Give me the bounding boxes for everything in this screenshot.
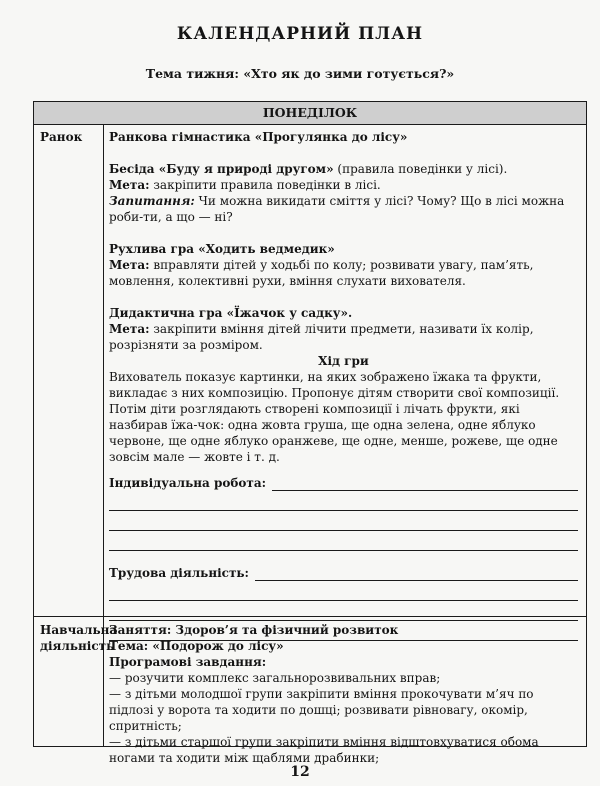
game-title: Рухлива гра «Ходить ведмедик» — [109, 242, 335, 256]
exercise-title: Ранкова гімнастика «Прогулянка до лісу» — [109, 130, 408, 144]
page-number: 12 — [290, 764, 310, 780]
blank-line — [109, 581, 578, 601]
game-goal-text: вправляти дітей у ходьбі по колу; розвивати увагу, пам’ять, мовлення, колективні рухи, вміння слухати вихователя. — [109, 258, 534, 288]
talk-goal — [109, 177, 578, 193]
lesson-topic: Тема: «Подорож до лісу» — [109, 639, 284, 653]
page-title: КАЛЕНДАРНИЙ ПЛАН — [176, 24, 424, 44]
game-goal-label: Мета: — [109, 258, 150, 272]
talk-goal-label: Мета: — [109, 178, 150, 192]
progress-paragraph-2: Потім діти розглядають створені композиції і лічать фрукти, які назбирав їжа-чок: одна жовта груша, ще одна зелена, одне яблуко червоне, ще одне яблуко оранжеве, ще одне, менше, рожеве, ще одне зовсім мале — жовте і т. д. — [109, 402, 558, 464]
day-header: ПОНЕДІЛОК — [34, 102, 586, 125]
questions-text: Чи можна викидати сміття у лісі? Чому? Що в лісі можна роби-ти, а що — ні? — [109, 194, 565, 224]
learning-label: Навчальна діяльність — [40, 623, 118, 653]
questions-label: Запитання: — [109, 194, 195, 208]
individual-work-label: Індивідуальна робота: — [109, 476, 267, 490]
progress-heading: Хід гри — [318, 354, 369, 368]
didactic-goal — [109, 321, 578, 353]
morning-cell — [109, 129, 578, 641]
task-item: — з дітьми молодшої групи закріпити вміння прокочувати м’яч по підлозі у ворота та ходити по дошці; розвивати рівновагу, окомір, спритність; — [109, 687, 534, 733]
individual-work-row — [109, 475, 578, 491]
progress-paragraph-1: Вихователь показує картинки, на яких зображено їжака та фрукти, викладає з них композицію. Пропонує дітям створити свої композиції. — [109, 370, 560, 400]
blank-line — [109, 531, 578, 551]
task-item: — з дітьми старшої групи закріпити вміння відштовхуватися обома ногами та ходити між щаблями драбинки; — [109, 735, 539, 765]
blank-line — [109, 511, 578, 531]
questions — [109, 193, 578, 225]
plan-table — [33, 101, 587, 765]
talk-line — [109, 161, 578, 177]
learning-cell — [109, 622, 578, 766]
talk-title: Бесіда «Буду я природі другом» — [109, 162, 334, 176]
didactic-goal-text: закріпити вміння дітей лічити предмети, називати їх колір, розрізняти за розміром. — [109, 322, 534, 352]
week-theme: Тема тижня: «Хто як до зими готується?» — [145, 66, 455, 81]
task-item: — розучити комплекс загальнорозвивальних вправ; — [109, 671, 441, 685]
didactic-title: Дидактична гра «Їжачок у садку». — [109, 306, 353, 320]
talk-note: (правила поведінки у лісі). — [333, 162, 508, 176]
game-goal — [109, 257, 578, 289]
blank-line — [109, 491, 578, 511]
labor-line — [255, 569, 578, 581]
didactic-goal-label: Мета: — [109, 322, 150, 336]
blank-line — [109, 601, 578, 621]
tasks-heading: Програмові завдання: — [109, 655, 267, 669]
labor-row — [109, 565, 578, 581]
morning-label: Ранок — [40, 130, 83, 144]
labor-label: Трудова діяльність: — [109, 566, 249, 580]
lesson-title: Заняття: Здоров’я та фізичний розвиток — [109, 623, 399, 637]
individual-work-line — [272, 479, 578, 491]
talk-goal-text: закріпити правила поведінки в лісі. — [149, 178, 381, 192]
